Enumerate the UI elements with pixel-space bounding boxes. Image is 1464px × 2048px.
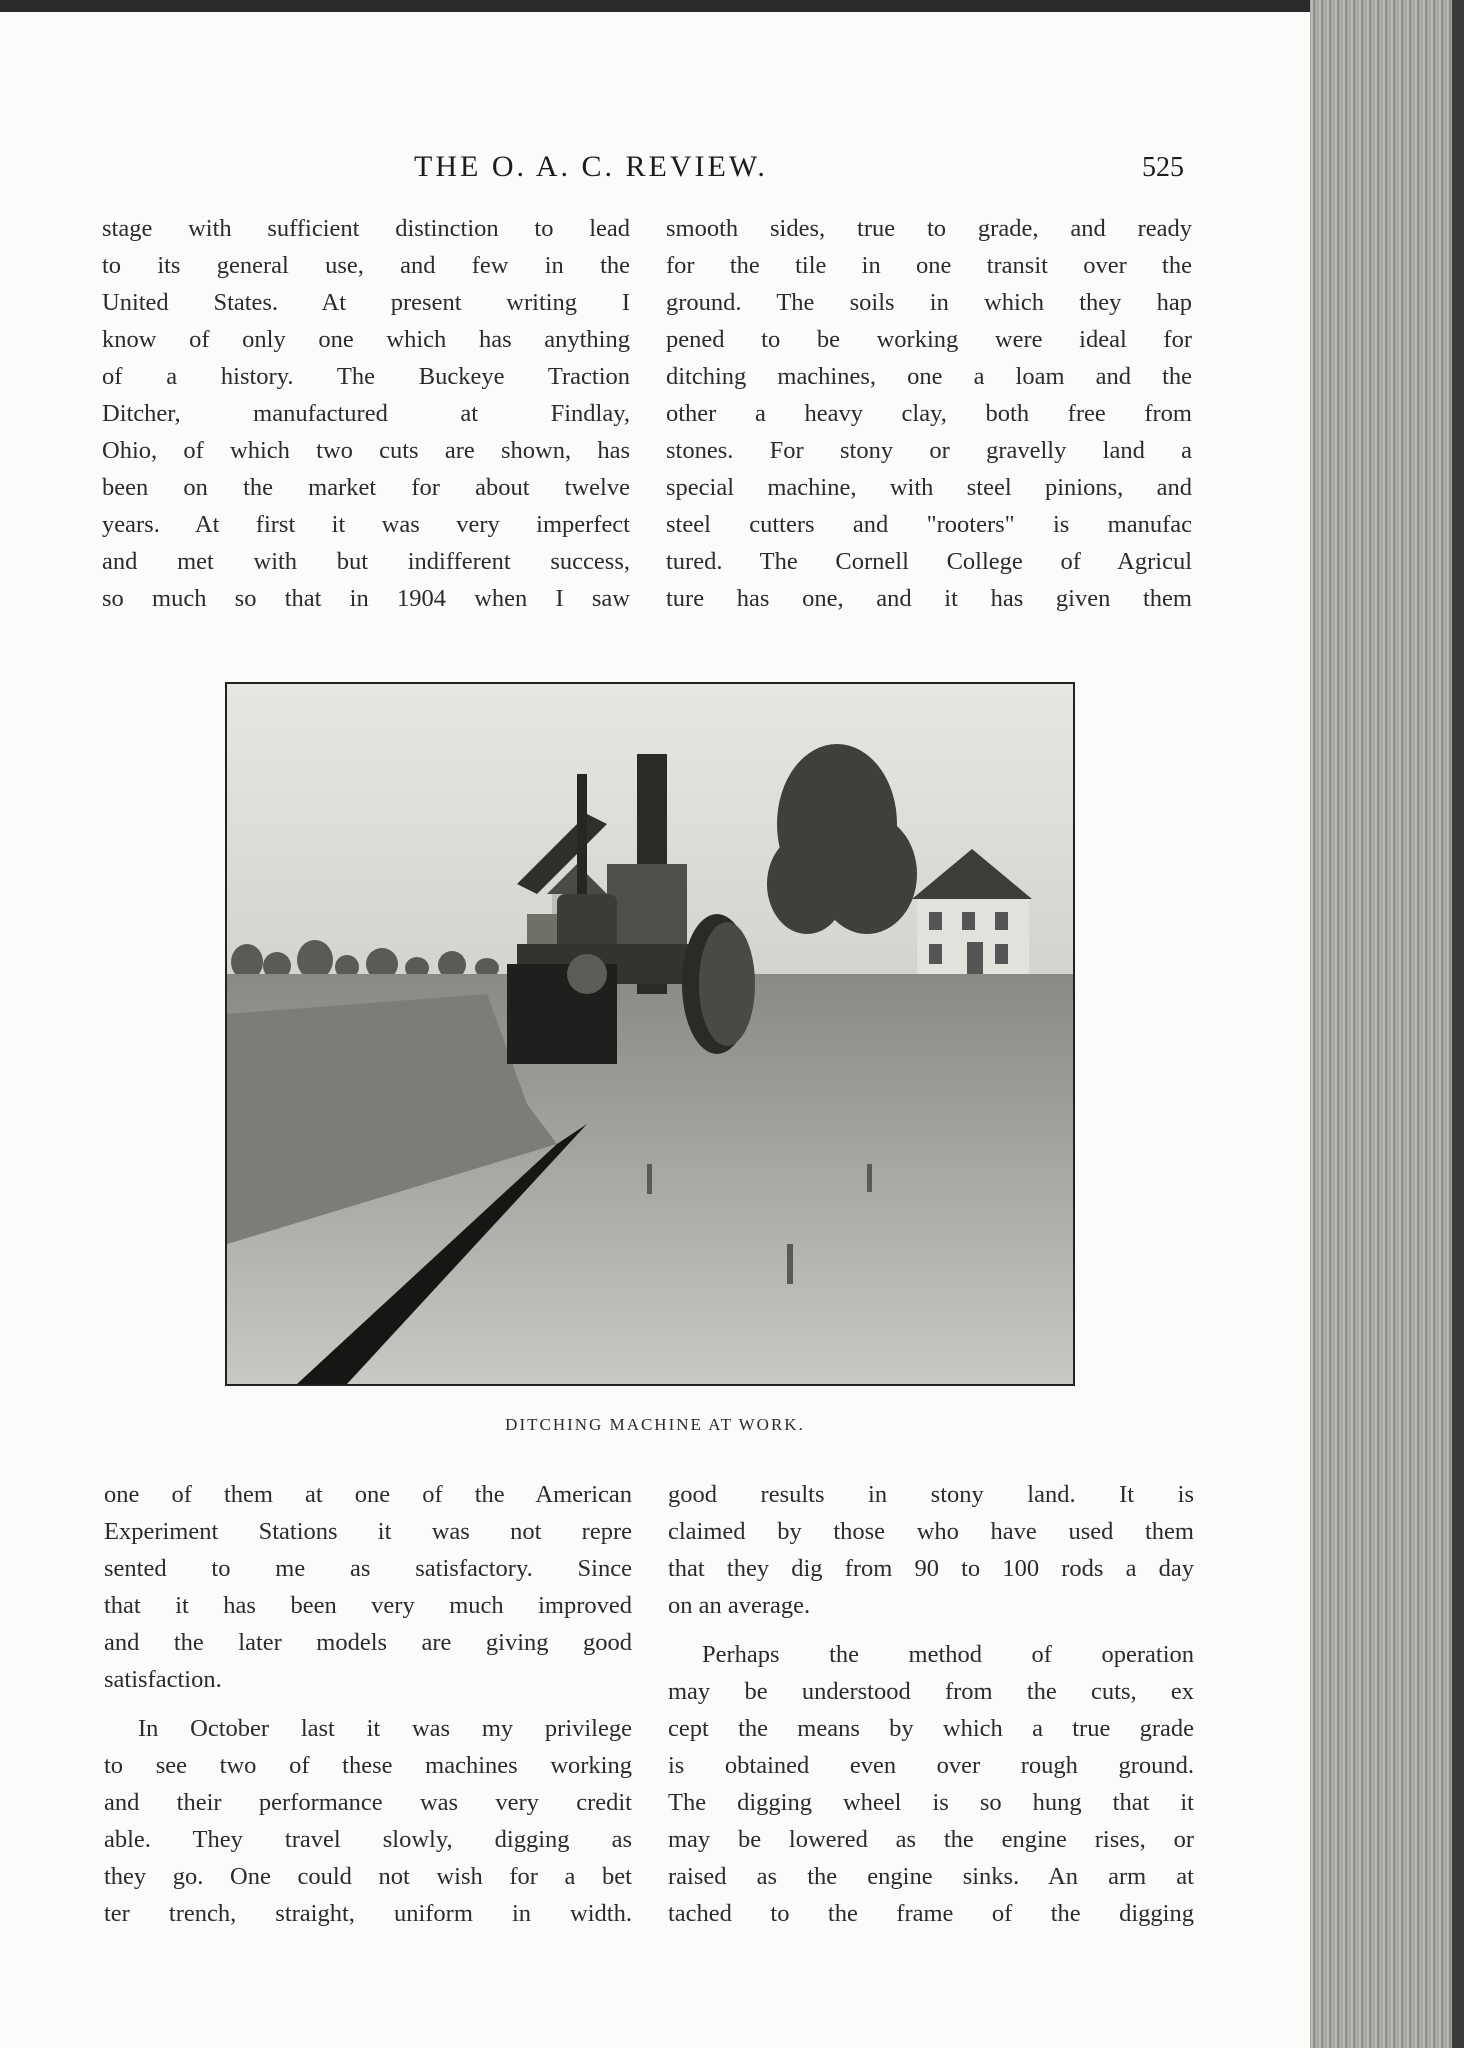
text-line: smooth sides, true to grade, and ready [666,215,1192,242]
text-line: so much so that in 1904 when I saw [102,585,630,612]
text-line: to see two of these machines working [104,1752,632,1779]
text-line: that they dig from 90 to 100 rods a day [668,1555,1194,1582]
bottom-right-column [668,1476,1194,1932]
running-head [0,150,1310,190]
text-line: cept the means by which a true grade [668,1715,1194,1742]
book-page-edges [1310,0,1464,2048]
text-line: special machine, with steel pinions, and [666,474,1192,501]
paragraph [668,1476,1194,1624]
ditching-machine-photo [225,682,1075,1386]
paragraph-continued [102,210,630,617]
text-line: for the tile in one transit over the [666,252,1192,279]
text-line: stones. For stony or gravelly land a [666,437,1192,464]
text-line: one of them at one of the American [104,1481,632,1508]
book-page [0,12,1310,2048]
text-line: may be lowered as the engine rises, or [668,1826,1194,1853]
text-line: tured. The Cornell College of Agricul [666,548,1192,575]
bottom-left-column [104,1476,632,1932]
paragraph-gap [668,1624,1194,1636]
text-line: know of only one which has anything [102,326,630,353]
text-line: they go. One could not wish for a bet [104,1863,632,1890]
text-line: and their performance was very credit [104,1789,632,1816]
text-line: and met with but indifferent success, [102,548,630,575]
text-line: steel cutters and "rooters" is manufac [666,511,1192,538]
paragraph [104,1710,632,1932]
text-line: of a history. The Buckeye Traction [102,363,630,390]
figure-caption: DITCHING MACHINE AT WORK. [505,1415,805,1434]
text-line: been on the market for about twelve [102,474,630,501]
top-right-column [666,210,1192,617]
text-line: In October last it was my privilege [138,1715,632,1742]
text-line: satisfaction. [104,1666,222,1693]
text-line: Experiment Stations it was not repre [104,1518,632,1545]
text-line: stage with sufficient distinction to lead [102,215,630,242]
text-line: raised as the engine sinks. An arm at [668,1863,1194,1890]
text-line: ture has one, and it has given them [666,585,1192,612]
text-line: Perhaps the method of operation [702,1641,1194,1668]
top-left-column [102,210,630,617]
text-line: able. They travel slowly, digging as [104,1826,632,1853]
text-line: pened to be working were ideal for [666,326,1192,353]
text-line: sented to me as satisfactory. Since [104,1555,632,1582]
text-line: Ditcher, manufactured at Findlay, [102,400,630,427]
text-line: ditching machines, one a loam and the [666,363,1192,390]
text-line: United States. At present writing I [102,289,630,316]
text-line: to its general use, and few in the [102,252,630,279]
text-line: on an average. [668,1592,811,1619]
text-line: Ohio, of which two cuts are shown, has [102,437,630,464]
paragraph [668,1636,1194,1932]
text-line: other a heavy clay, both free from [666,400,1192,427]
text-line: The digging wheel is so hung that it [668,1789,1194,1816]
paragraph-gap [104,1698,632,1710]
text-line: good results in stony land. It is [668,1481,1194,1508]
text-line: ground. The soils in which they hap [666,289,1192,316]
text-line: and the later models are giving good [104,1629,632,1656]
text-line: years. At first it was very imperfect [102,511,630,538]
text-line: that it has been very much improved [104,1592,632,1619]
page-number: 525 [1142,152,1184,183]
text-line: is obtained even over rough ground. [668,1752,1194,1779]
text-line: ter trench, straight, uniform in width. [104,1900,632,1927]
paragraph [104,1476,632,1698]
running-title: THE O. A. C. REVIEW. [414,150,768,183]
text-line: may be understood from the cuts, ex [668,1678,1194,1705]
paragraph-continued [666,210,1192,617]
text-line: tached to the frame of the digging [668,1900,1194,1927]
text-line: claimed by those who have used them [668,1518,1194,1545]
